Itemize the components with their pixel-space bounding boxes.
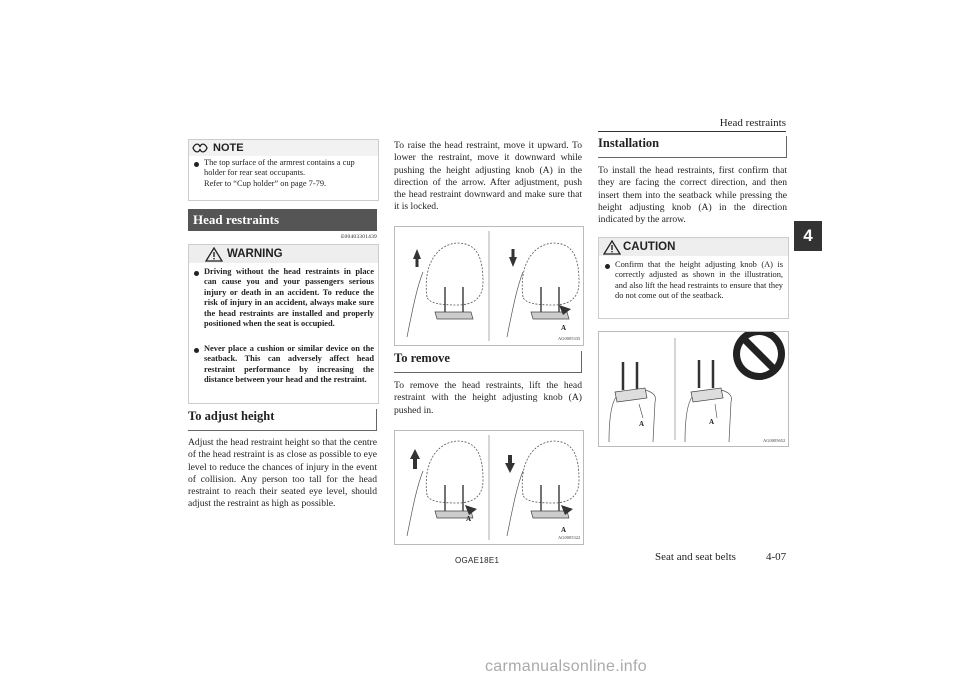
bullet-icon: [194, 271, 199, 276]
bullet-icon: [605, 264, 610, 269]
note-box: [188, 139, 379, 201]
running-title: Head restraints: [719, 117, 786, 129]
caution-text: Confirm that the height adjusting knob (A) is correctly adjusted as shown in the illustration, and also lift the head restraints to ensure that they do not come out of the seatback.: [615, 260, 783, 301]
label-a: A: [709, 418, 715, 426]
figure-adjust-height: [394, 226, 584, 346]
bullet-icon: [194, 162, 199, 167]
warning-header: [189, 245, 378, 263]
note-header: [189, 140, 378, 156]
figure-remove: [394, 430, 584, 545]
note-icon: [192, 142, 208, 154]
remove-heading: To remove: [394, 351, 582, 373]
figure-code: AG0005335: [558, 336, 581, 341]
bullet-icon: [194, 348, 199, 353]
installation-heading: Installation: [598, 136, 787, 158]
remove-body: To remove the head restraints, lift the head restraint with the height adjusting knob (A) pushed in.: [394, 380, 582, 416]
label-a: A: [639, 420, 645, 428]
section-code: E00403301439: [340, 234, 377, 240]
label-a: A: [561, 324, 567, 332]
label-a: A: [466, 515, 472, 523]
warning-item-1: Driving without the head restraints in place can cause you and your passengers serious injury or death in an accident. To reduce the risk of injury in an accident, always make sure the head restraints are installed and properly positioned when the seat is occupied.: [204, 267, 374, 329]
figure-code: AG0005322: [558, 535, 581, 540]
warning-title: WARNING: [227, 248, 283, 260]
footer-section-name: Seat and seat belts: [655, 551, 736, 563]
caution-title: CAUTION: [623, 241, 676, 253]
chapter-tab: 4: [794, 221, 822, 251]
caution-header: [599, 238, 788, 256]
label-a: A: [561, 526, 567, 534]
section-title: Head restraints: [188, 209, 377, 231]
installation-illustration: [599, 332, 788, 446]
adjust-body-continued: To raise the head restraint, move it upward. To lower the restraint, move it downward while pushing the height adjusting knob (A) in the direction of the arrow. After adjustment, push the head restraint downward and make sure that it is locked.: [394, 140, 582, 213]
page-number: 4-07: [766, 551, 787, 563]
note-title: NOTE: [213, 142, 244, 154]
caution-box: [598, 237, 789, 319]
head-restraint-remove-illustration: [395, 431, 583, 544]
adjust-heading: To adjust height: [188, 409, 377, 431]
warning-triangle-icon: [205, 247, 223, 262]
footer-code: OGAE18E1: [455, 556, 500, 565]
installation-body: To install the head restraints, first confirm that they are facing the correct direction, and then insert them into the seatback while pressing the height adjusting knob (A) in the direction indicated by the arrow.: [598, 165, 787, 226]
warning-item-2: Never place a cushion or similar device on the seatback. This can adversely affect head restraint performance by increasing the distance between your head and the restraint.: [204, 344, 374, 385]
figure-code: AG0005652: [763, 438, 786, 443]
note-text: The top surface of the armrest contains a cup holder for rear seat occupants. Refer to “Cup holder” on page 7-79.: [204, 158, 355, 188]
figure-installation: [598, 331, 789, 447]
header-rule: [598, 131, 786, 132]
head-restraint-illustration: [395, 227, 583, 345]
adjust-body: Adjust the head restraint height so that the centre of the head restraint is as close as possible to eye level to reduce the chances of injury in the event of collision. Any person too tall for the head restraint to reach their seated eye level, should adjust the restraint as high as possible.: [188, 437, 377, 510]
watermark-link[interactable]: carmanualsonline.info: [485, 658, 647, 675]
caution-triangle-icon: [603, 240, 621, 255]
warning-box: [188, 244, 379, 404]
